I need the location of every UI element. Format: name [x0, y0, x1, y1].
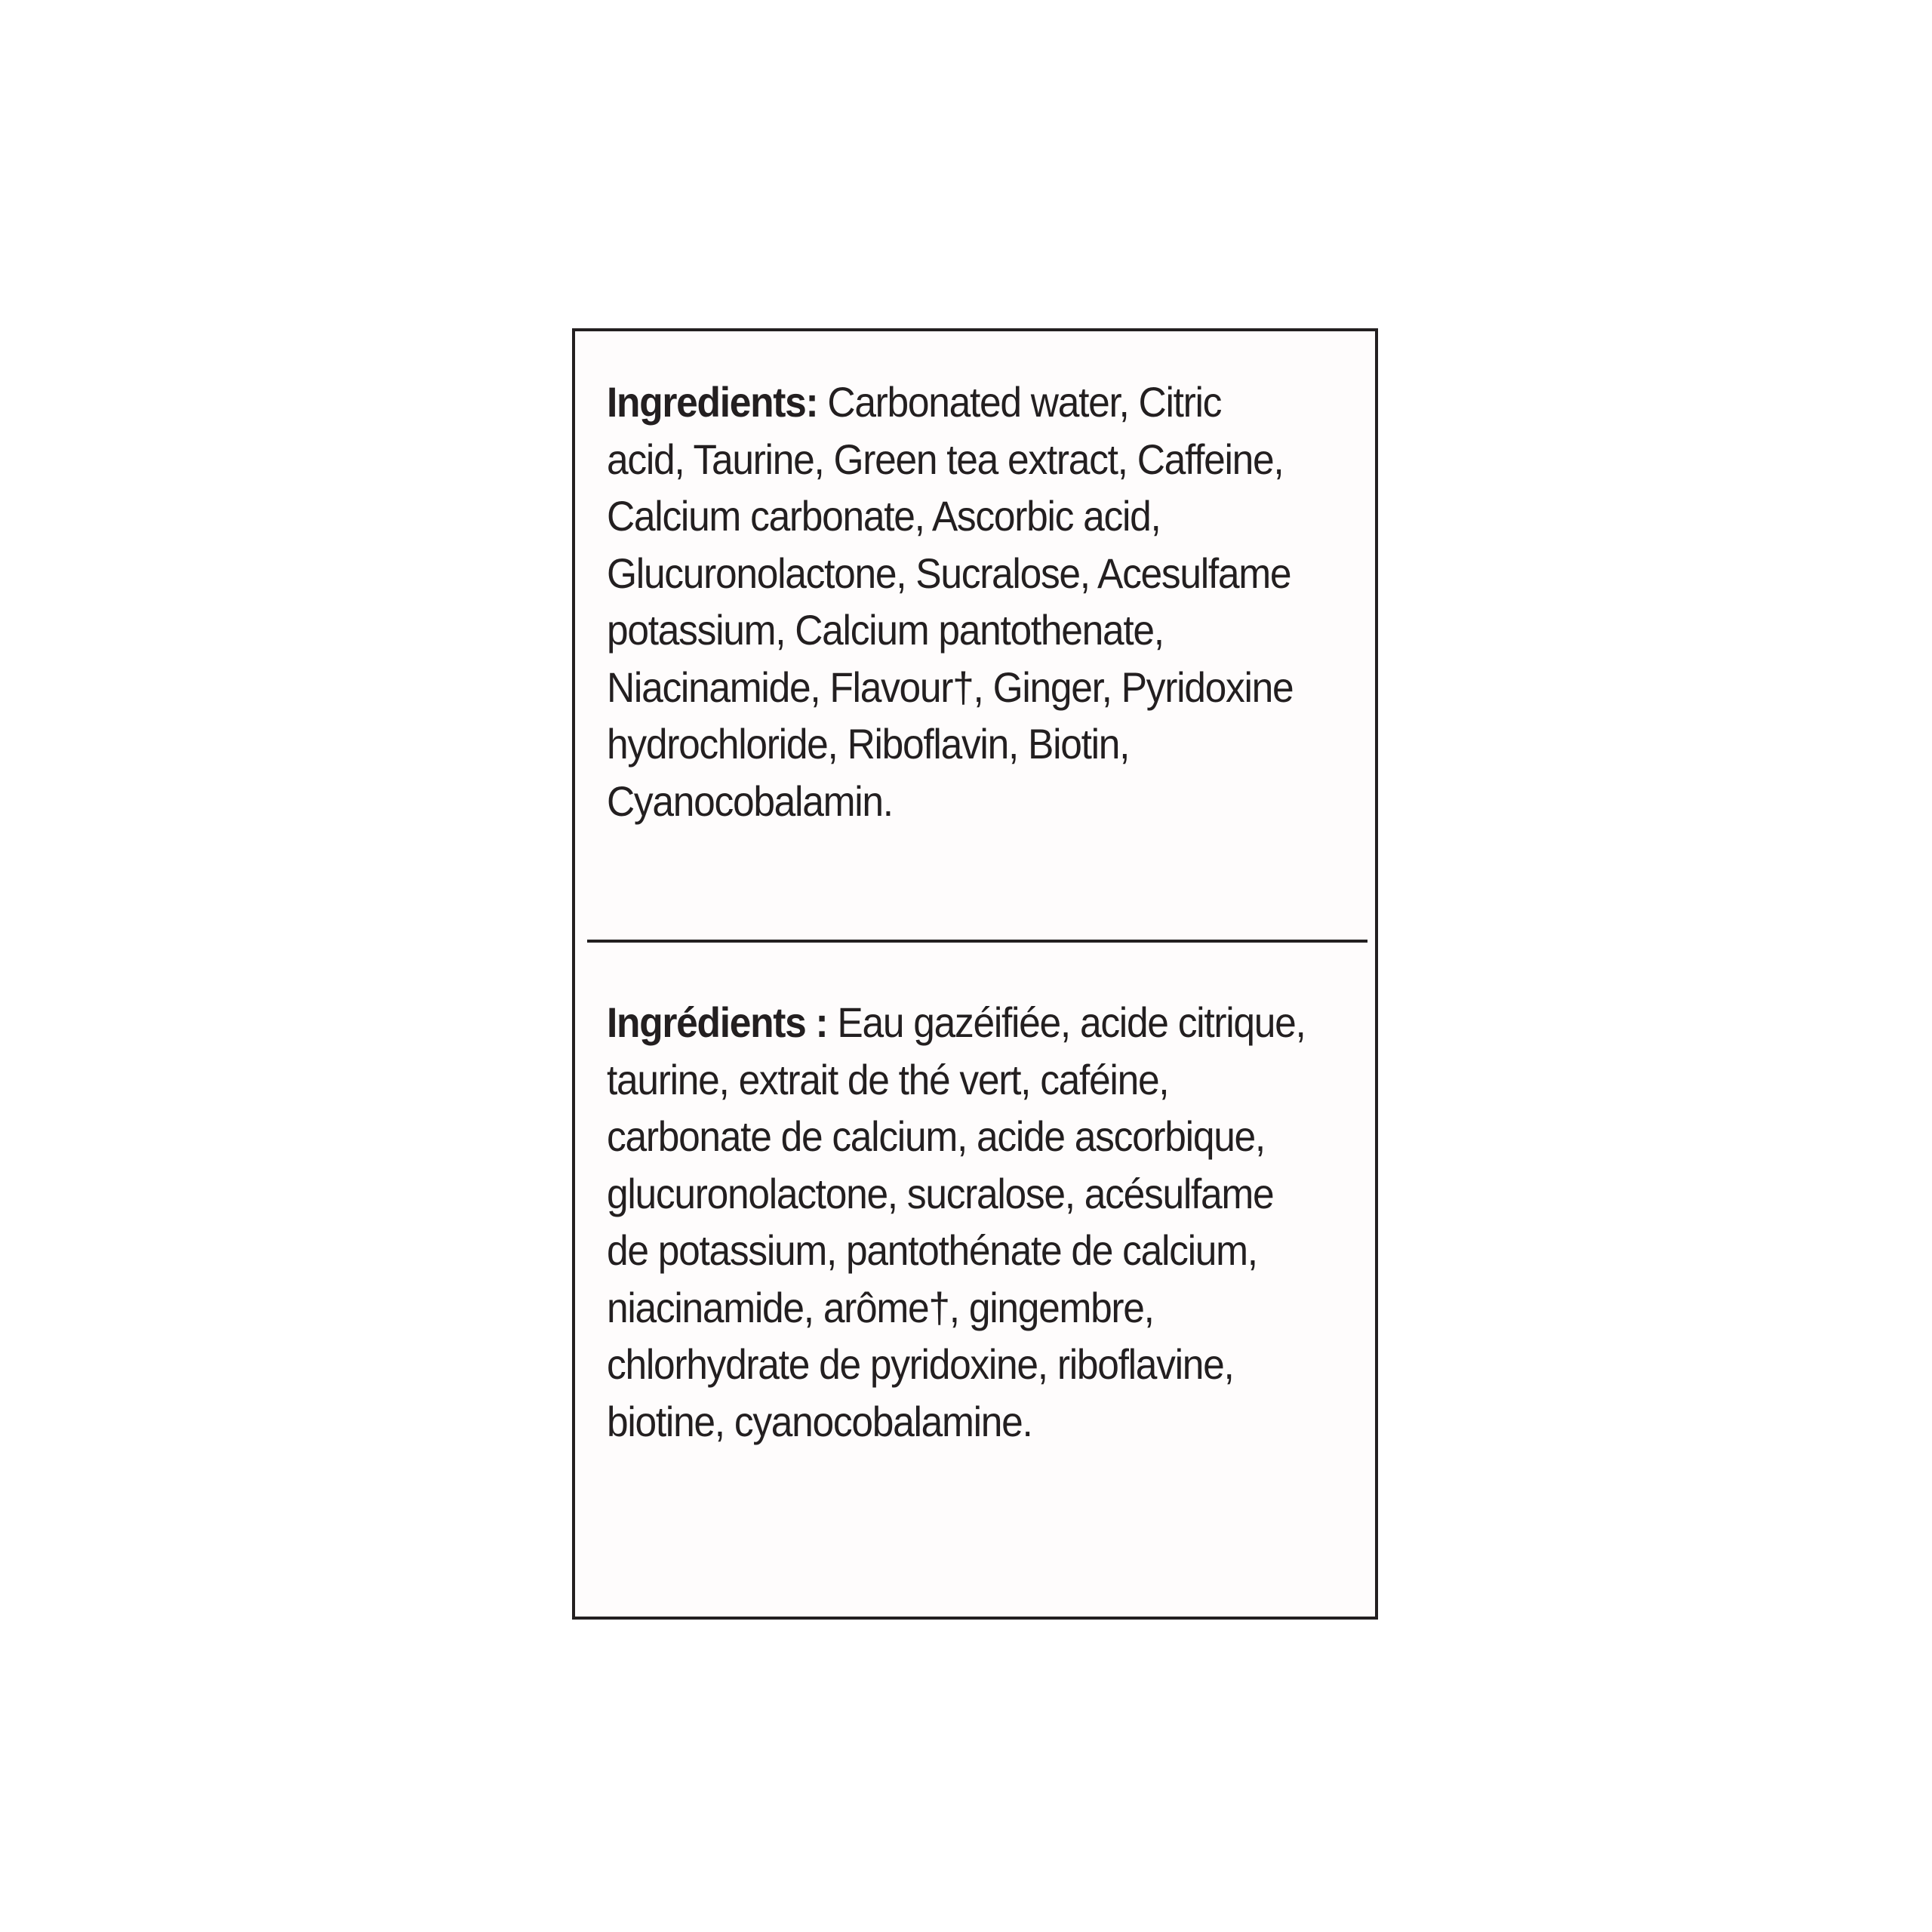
ingredients-french-line-7: chlorhydrate de pyridoxine, riboflavine,	[607, 1340, 1234, 1388]
ingredients-label-panel	[572, 328, 1378, 1620]
ingredients-english-section	[607, 374, 1377, 829]
ingredients-french-line-3: carbonate de calcium, acide ascorbique,	[607, 1112, 1265, 1160]
ingredients-french-text: Eau gazéifiée, acide citrique,	[827, 998, 1306, 1046]
ingredients-english-line-3: Calcium carbonate, Ascorbic acid,	[607, 492, 1161, 540]
ingredients-english-text: Carbonated water, Citric	[817, 378, 1222, 426]
ingredients-french-line-5: de potassium, pantothénate de calcium,	[607, 1226, 1257, 1274]
ingredients-french-heading: Ingrédients :	[607, 998, 828, 1046]
ingredients-french-section	[607, 994, 1377, 1450]
ingredients-english-line-8: Cyanocobalamin.	[607, 777, 893, 825]
ingredients-english-line-4: Glucuronolactone, Sucralose, Acesulfame	[607, 549, 1291, 597]
ingredients-french-line-2: taurine, extrait de thé vert, caféine,	[607, 1055, 1169, 1103]
ingredients-french-line-1	[607, 994, 1377, 1051]
ingredients-french-line-8: biotine, cyanocobalamine.	[607, 1397, 1032, 1445]
ingredients-french-line-6: niacinamide, arôme†, gingembre,	[607, 1283, 1154, 1331]
ingredients-french-line-4: glucuronolactone, sucralose, acésulfame	[607, 1169, 1274, 1217]
ingredients-english-line-5: potassium, Calcium pantothenate,	[607, 606, 1164, 654]
ingredients-english-line-7: hydrochloride, Riboflavin, Biotin,	[607, 720, 1130, 768]
ingredients-english-line-2: acid, Taurine, Green tea extract, Caffeine,	[607, 435, 1284, 483]
ingredients-english-line-1	[607, 374, 1377, 431]
ingredients-english-line-6: Niacinamide, Flavour†, Ginger, Pyridoxine	[607, 663, 1294, 711]
section-divider	[587, 940, 1367, 943]
ingredients-english-heading: Ingredients:	[607, 378, 818, 426]
